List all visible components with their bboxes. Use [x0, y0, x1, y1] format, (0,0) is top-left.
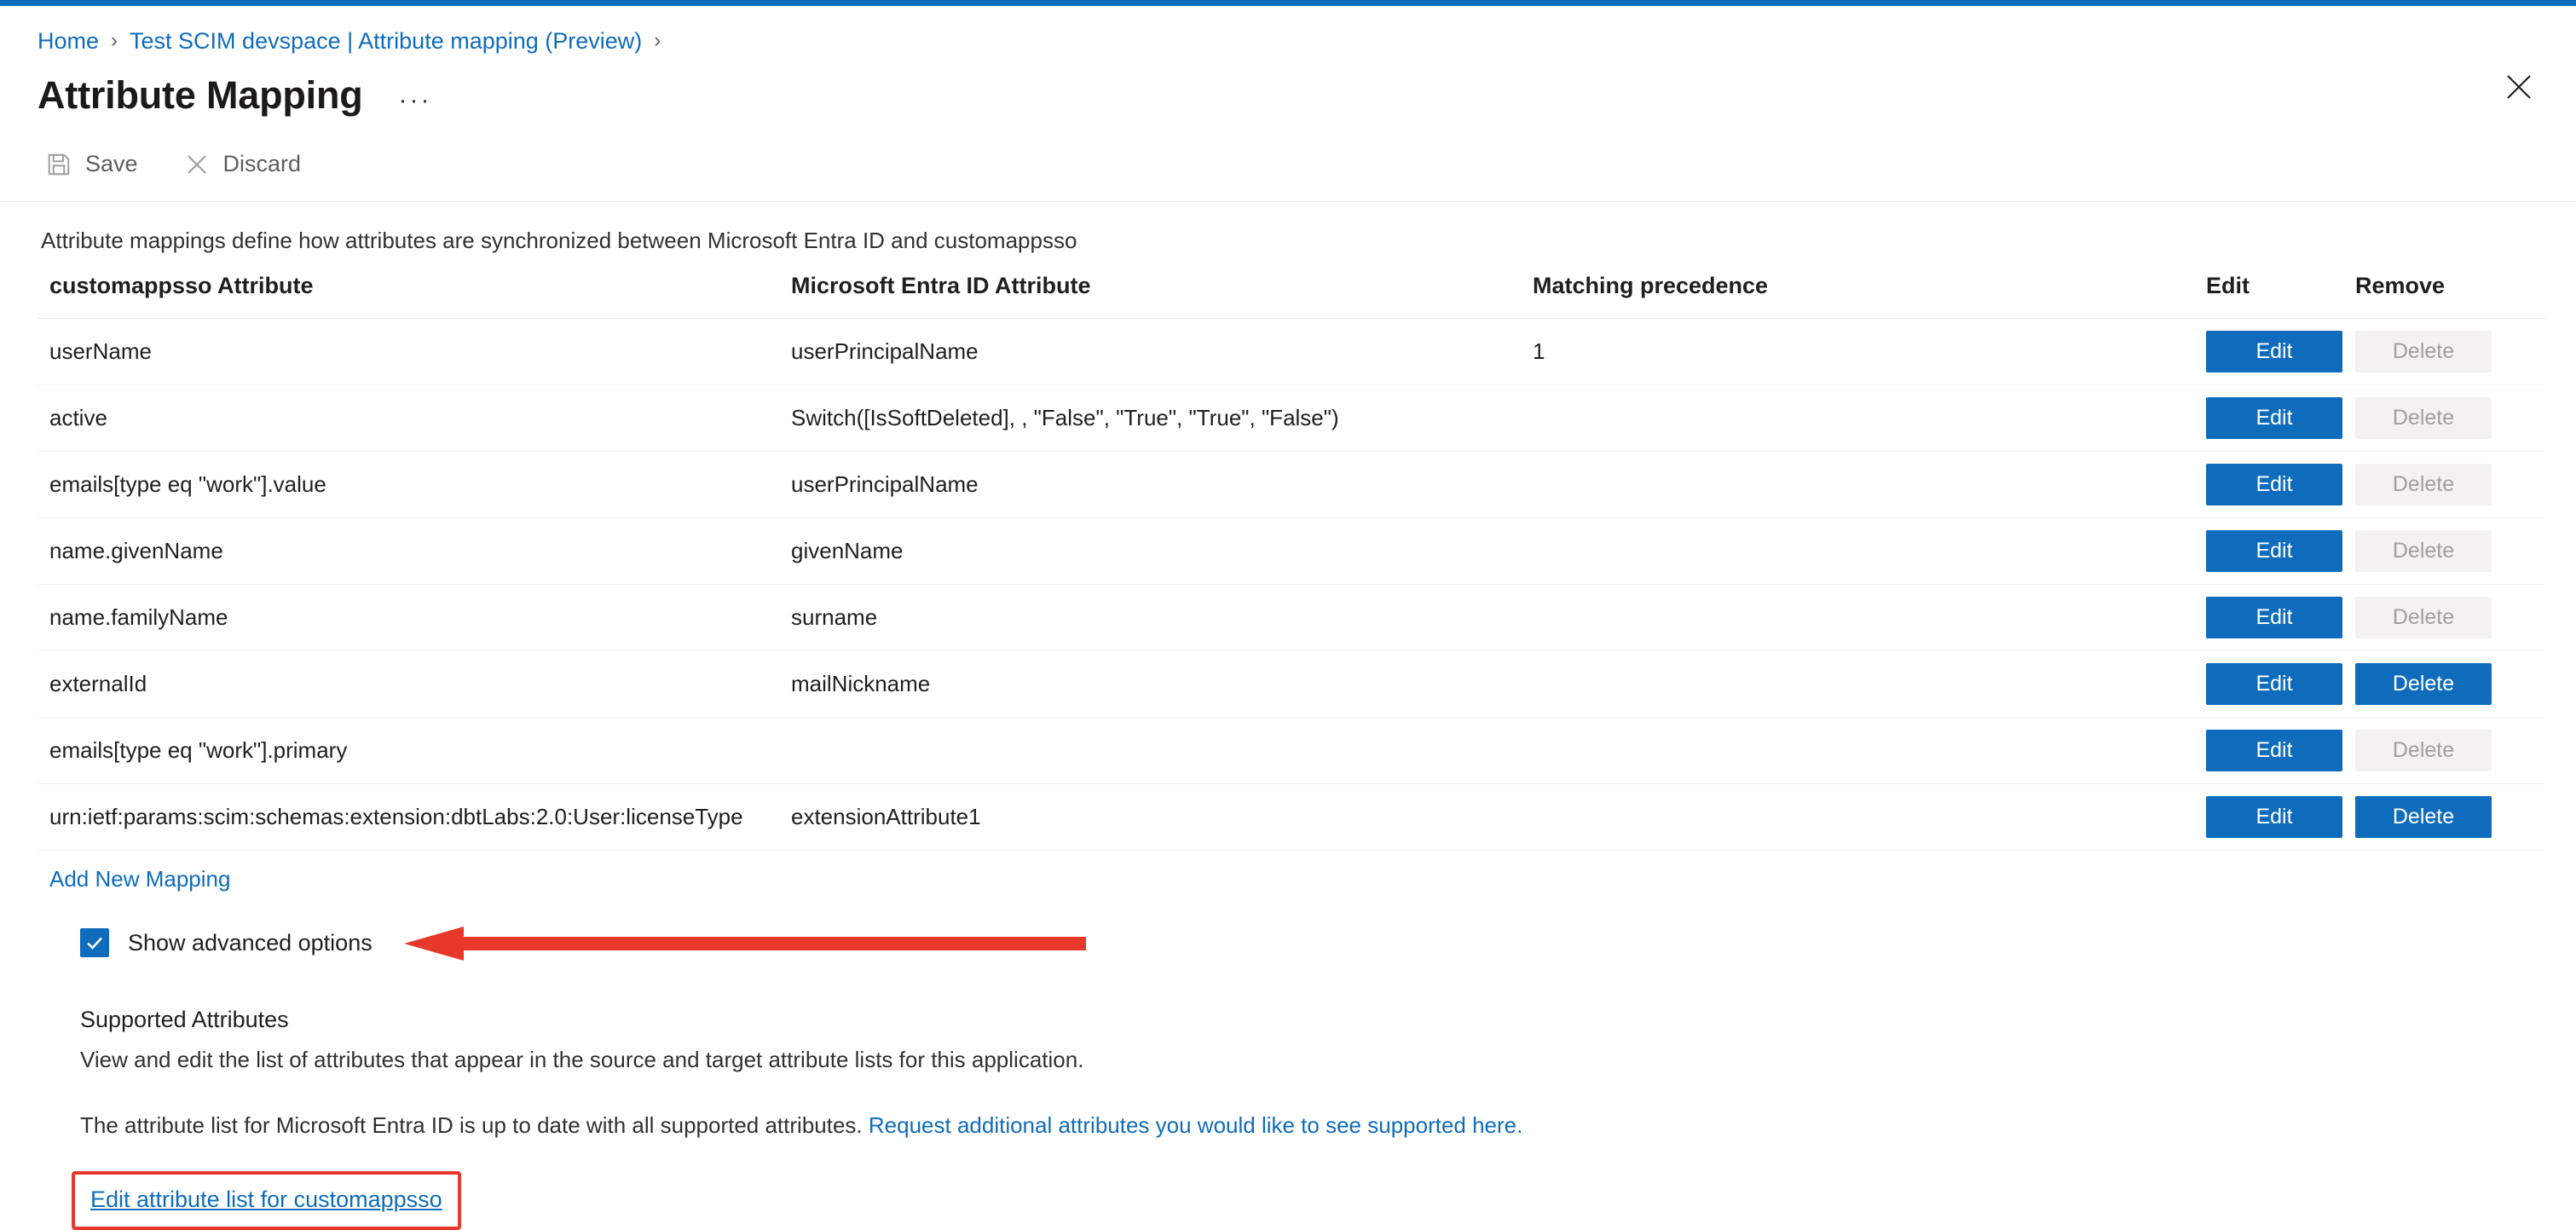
cell-matching-precedence [1521, 585, 2194, 651]
table-row [38, 651, 2545, 718]
cell-remove [2343, 385, 2545, 452]
cell-edit [2194, 718, 2343, 784]
discard-button-label: Discard [222, 151, 302, 176]
add-new-mapping-link[interactable]: Add New Mapping [49, 866, 231, 892]
edit-button[interactable]: Edit [2206, 663, 2342, 705]
delete-button[interactable]: Delete [2355, 663, 2492, 705]
column-header-precedence: Matching precedence [1521, 273, 2194, 319]
cell-edit [2194, 518, 2343, 585]
supported-attributes-status [80, 1112, 2538, 1139]
save-button[interactable] [44, 150, 138, 179]
table-row [38, 452, 2545, 518]
show-advanced-options-checkbox[interactable] [80, 928, 109, 957]
cell-target-attribute: surname [779, 585, 1521, 651]
save-button-label: Save [85, 151, 138, 176]
edit-attribute-list-link[interactable]: Edit attribute list for customappsso [90, 1187, 442, 1212]
cell-edit [2194, 385, 2343, 452]
cell-matching-precedence [1521, 385, 2194, 452]
edit-button[interactable]: Edit [2206, 597, 2342, 638]
cell-target-attribute: userPrincipalName [779, 319, 1521, 385]
breadcrumb-item-home[interactable]: Home [38, 27, 100, 54]
cell-remove [2343, 319, 2545, 385]
cell-target-attribute: givenName [779, 518, 1521, 585]
cell-matching-precedence [1521, 518, 2194, 585]
column-header-edit: Edit [2194, 273, 2343, 319]
cell-source-attribute: userName [38, 319, 779, 385]
cell-edit [2194, 651, 2343, 718]
table-row [38, 585, 2545, 651]
discard-icon [182, 150, 211, 179]
breadcrumb-separator-icon-2: › [654, 29, 661, 52]
column-header-target: Microsoft Entra ID Attribute [779, 273, 1521, 319]
delete-button: Delete [2355, 730, 2492, 771]
table-row [38, 784, 2545, 851]
cell-target-attribute: mailNickname [779, 651, 1521, 718]
breadcrumb [0, 6, 2576, 55]
edit-button[interactable]: Edit [2206, 331, 2342, 372]
title-row [0, 55, 2576, 124]
supported-attributes-status-text: The attribute list for Microsoft Entra ID is up to date with all supported attributes. [80, 1112, 869, 1138]
cell-matching-precedence [1521, 784, 2194, 851]
cell-edit [2194, 319, 2343, 385]
annotation-arrow [404, 927, 1086, 961]
command-bar [0, 124, 2576, 202]
cell-source-attribute: urn:ietf:params:scim:schemas:extension:dbtLabs:2.0:User:licenseType [38, 784, 779, 851]
cell-matching-precedence [1521, 651, 2194, 718]
table-row [38, 385, 2545, 452]
cell-remove [2343, 585, 2545, 651]
edit-button[interactable]: Edit [2206, 464, 2342, 505]
top-accent-bar [0, 0, 2576, 6]
breadcrumb-separator-icon: › [111, 29, 118, 52]
delete-button[interactable]: Delete [2355, 796, 2492, 838]
attribute-mapping-table [38, 273, 2545, 851]
cell-edit [2194, 585, 2343, 651]
cell-remove [2343, 518, 2545, 585]
delete-button: Delete [2355, 464, 2492, 505]
cell-source-attribute: name.familyName [38, 585, 779, 651]
show-advanced-options-label[interactable]: Show advanced options [128, 929, 373, 956]
delete-button: Delete [2355, 597, 2492, 638]
edit-button[interactable]: Edit [2206, 796, 2342, 838]
cell-target-attribute: Switch([IsSoftDeleted], , "False", "True", "True", "False") [779, 385, 1521, 452]
cell-edit [2194, 784, 2343, 851]
cell-source-attribute: active [38, 385, 779, 452]
cell-remove [2343, 718, 2545, 784]
request-attributes-link[interactable]: Request additional attributes you would like to see supported here. [868, 1112, 1523, 1138]
save-icon [44, 150, 73, 179]
supported-attributes-description: View and edit the list of attributes that appear in the source and target attribute lists for this application. [80, 1047, 1084, 1072]
discard-button[interactable] [182, 150, 302, 179]
edit-button[interactable]: Edit [2206, 397, 2342, 439]
cell-source-attribute: name.givenName [38, 518, 779, 585]
cell-matching-precedence [1521, 718, 2194, 784]
column-header-source: customappsso Attribute [38, 273, 779, 319]
cell-remove [2343, 784, 2545, 851]
edit-button[interactable]: Edit [2206, 730, 2342, 771]
mapping-description: Attribute mappings define how attributes are synchronized between Microsoft Entra ID and customappsso [41, 228, 1077, 253]
delete-button: Delete [2355, 397, 2492, 439]
cell-source-attribute: externalId [38, 651, 779, 718]
table-row [38, 518, 2545, 585]
delete-button: Delete [2355, 530, 2492, 572]
table-row [38, 319, 2545, 385]
main-content [0, 202, 2576, 1230]
table-row [38, 718, 2545, 784]
table-header-row [38, 273, 2545, 319]
cell-edit [2194, 452, 2343, 518]
cell-matching-precedence: 1 [1521, 319, 2194, 385]
more-actions-button[interactable]: ··· [398, 86, 432, 114]
cell-remove [2343, 452, 2545, 518]
cell-matching-precedence [1521, 452, 2194, 518]
attribute-mapping-blade [0, 6, 2576, 1212]
cell-target-attribute: userPrincipalName [779, 452, 1521, 518]
close-icon[interactable] [2496, 64, 2542, 110]
delete-button: Delete [2355, 331, 2492, 372]
breadcrumb-item-devspace[interactable]: Test SCIM devspace | Attribute mapping (Preview) [130, 27, 643, 54]
page-title: Attribute Mapping [38, 73, 363, 117]
cell-target-attribute [779, 718, 1521, 784]
cell-target-attribute: extensionAttribute1 [779, 784, 1521, 851]
edit-button[interactable]: Edit [2206, 530, 2342, 572]
cell-remove [2343, 651, 2545, 718]
cell-source-attribute: emails[type eq "work"].primary [38, 718, 779, 784]
column-header-remove: Remove [2343, 273, 2545, 319]
cell-source-attribute: emails[type eq "work"].value [38, 452, 779, 518]
show-advanced-options-row [80, 928, 2538, 957]
edit-attribute-list-highlight [72, 1171, 461, 1230]
supported-attributes-heading: Supported Attributes [80, 1007, 289, 1032]
